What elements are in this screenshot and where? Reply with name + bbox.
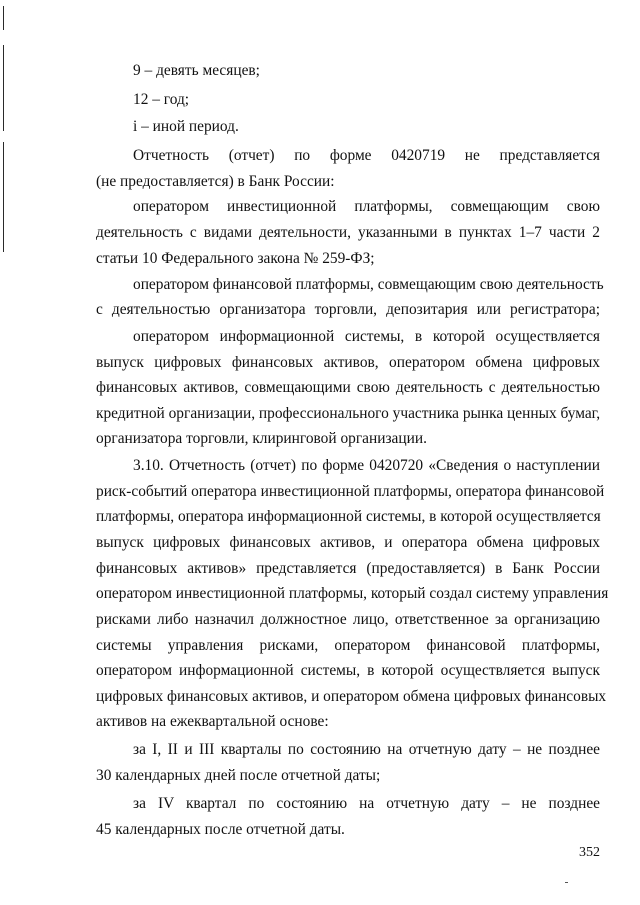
text-line: оператором инвестиционной платформы, который создал систему управления — [96, 585, 609, 602]
text-line: финансовых активов» представляется (предоставляется) в Банк России — [96, 560, 600, 577]
scan-margin-line — [3, 45, 4, 131]
text-line: оператором финансовой платформы, совмещающим свою деятельность — [133, 276, 604, 293]
text-line: рисками либо назначил должностное лицо, ответственное за организацию — [96, 611, 600, 628]
text-line: финансовых активов, совмещающими свою деятельность с деятельностью — [96, 379, 600, 396]
text-line: i – иной период. — [133, 118, 239, 135]
text-line: 3.10. Отчетность (отчет) по форме 0420720 «Сведения о наступлении — [133, 457, 600, 474]
text-line: цифровых финансовых активов, и оператором обмена цифровых финансовых — [96, 688, 607, 705]
text-line: деятельность с видами деятельности, указанными в пунктах 1–7 части 2 — [96, 224, 600, 241]
text-line: платформы, оператора информационной системы, в которой осуществляется — [96, 508, 601, 525]
text-line: оператором информационной системы, в которой осуществляется выпуск — [96, 662, 600, 679]
text-line: системы управления рисками, оператором финансовой платформы, — [96, 637, 600, 654]
text-line: 30 календарных дней после отчетной даты; — [96, 767, 381, 784]
text-line: выпуск цифровых финансовых активов, оператором обмена цифровых — [96, 354, 600, 371]
page-number: 352 — [579, 845, 600, 860]
scan-margin-line — [3, 142, 4, 252]
text-line: 9 – девять месяцев; — [133, 62, 260, 79]
text-line: 12 – год; — [133, 91, 190, 108]
text-line: оператором инвестиционной платформы, совмещающим свою — [133, 198, 600, 215]
text-line: оператором информационной системы, в которой осуществляется — [133, 328, 600, 345]
text-line: Отчетность (отчет) по форме 0420719 не представляется — [133, 147, 600, 164]
text-line: активов на ежеквартальной основе: — [96, 713, 329, 730]
text-line: кредитной организации, профессионального участника рынка ценных бумаг, — [96, 405, 601, 422]
scan-margin-line — [3, 6, 4, 30]
text-line: организатора торговли, клиринговой организации. — [96, 430, 427, 447]
scan-speck — [565, 882, 568, 883]
text-line: с деятельностью организатора торговли, депозитария или регистратора; — [96, 301, 600, 318]
text-line: выпуск цифровых финансовых активов, и оператора обмена цифровых — [96, 534, 600, 551]
text-line: 45 календарных после отчетной даты. — [96, 821, 345, 838]
text-line: за IV квартал по состоянию на отчетную дату – не позднее — [133, 795, 600, 812]
text-line: за I, II и III кварталы по состоянию на отчетную дату – не позднее — [133, 741, 600, 758]
text-line: риск-событий оператора инвестиционной платформы, оператора финансовой — [96, 483, 605, 500]
text-line: (не предоставляется) в Банк России: — [96, 173, 335, 190]
text-line: статьи 10 Федерального закона № 259-ФЗ; — [96, 250, 375, 267]
